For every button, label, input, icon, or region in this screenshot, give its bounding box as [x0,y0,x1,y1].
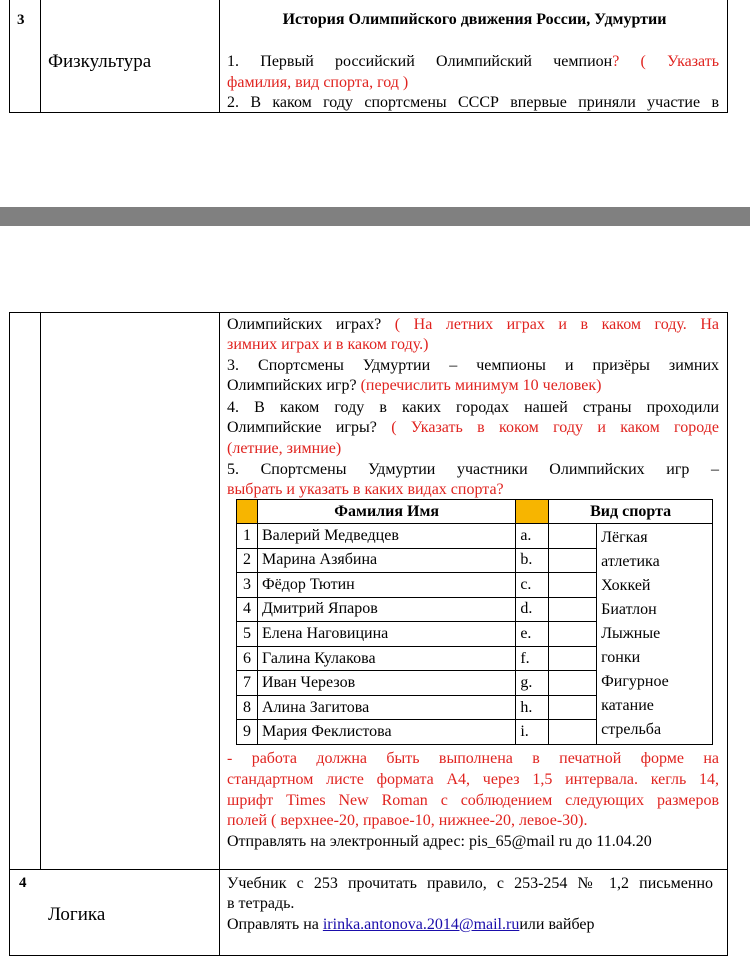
row-number: 8 [237,695,258,720]
line-1 [227,315,719,335]
athlete-name: Марина Азябина [257,548,515,573]
row-number: 3 [17,12,25,28]
line-1-hint: ( На летних играх и в каком году. На [394,316,719,333]
line-4 [227,376,601,396]
header-sport: Вид спорта [549,500,713,524]
answer-letter: e. [516,622,549,647]
email-link[interactable]: irinka.antonova.2014@mail.ru [322,916,520,933]
line-6-text: Олимпийские игры? [227,419,377,436]
answer-letter: d. [516,597,549,622]
subject-name: Физкультура [48,51,152,72]
page-separator [0,207,750,226]
requirement-3: шрифт Times New Roman с соблюдением следующих размеров [227,792,719,809]
row-number: 2 [237,548,258,573]
answer-cell[interactable] [549,695,597,720]
sport-item: Лыжные [601,625,661,642]
answer-cell[interactable] [549,548,597,573]
row-number: 1 [237,524,258,549]
header-letter-cell [516,500,549,524]
line-6 [227,418,719,438]
answer-cell[interactable] [549,524,597,549]
answer-cell[interactable] [549,671,597,696]
line-4-hint: (перечислить минимум 10 человек) [360,377,602,394]
requirement-1: - работа должна быть выполнена в печатной форме на [227,750,719,767]
athlete-name: Галина Кулакова [257,646,515,671]
header-number-cell [237,500,258,524]
question-5: 5. Спортсмены Удмуртии участники Олимпийских игр – [227,461,719,478]
line-4-text: Олимпийских игр? [227,377,357,394]
sport-item: гонки [601,649,641,666]
q1-hint: ? ( Указать [612,53,719,70]
line-6-hint: ( Указать в коком году и каком городе [391,419,720,436]
row-4-subject: Логика [48,904,106,925]
line-7: (летние, зимние) [227,440,342,457]
send-address: Отправлять на электронный адрес: pis_65@mail ru до 11.04.20 [227,833,652,850]
sport-item: Фигурное [601,673,669,690]
athlete-name: Валерий Медведцев [257,524,515,549]
athlete-name: Фёдор Тютин [257,573,515,598]
table-row [237,524,713,549]
sport-item: стрельба [601,721,662,738]
athlete-name: Алина Загитова [257,695,515,720]
table-header-row [237,500,713,524]
requirement-2: стандартном листе формата А4, через 1,5 интервала. кегль 14, [227,771,719,788]
answer-letter: a. [516,524,549,549]
q1-text: 1. Первый российский Олимпийский чемпион [227,53,613,70]
answer-cell[interactable] [549,720,597,745]
line-2: зимних играх и в каком году.) [227,336,429,353]
athlete-name: Дмитрий Япаров [257,597,515,622]
row-number: 6 [237,646,258,671]
line-1-text: Олимпийских играх? [227,316,382,333]
athlete-name: Мария Феклистова [257,720,515,745]
answer-letter: f. [516,646,549,671]
row-4-number: 4 [19,875,27,891]
header-name: Фамилия Имя [257,500,515,524]
sport-item: атлетика [601,553,660,570]
answer-letter: b. [516,548,549,573]
sport-item: Лёгкая [601,529,648,546]
answer-letter: h. [516,695,549,720]
answer-letter: c. [516,573,549,598]
answer-cell[interactable] [549,622,597,647]
question-3: 3. Спортсмены Удмуртии – чемпионы и призёры зимних [227,357,719,374]
row-number: 3 [237,573,258,598]
answer-cell[interactable] [549,573,597,598]
sport-item: Хоккей [601,577,651,594]
question-4: 4. В каком году в каких городах нашей страны проходили [227,399,719,416]
row-number: 5 [237,622,258,647]
row-4-line-2: в тетрадь. [227,895,295,912]
answer-letter: i. [516,720,549,745]
question-2-start: 2. В каком году спортсмены СССР впервые приняли участие в [227,94,719,111]
row-4-line-3 [227,915,594,935]
athlete-name: Елена Наговицина [257,622,515,647]
question-1 [227,52,719,72]
row-4-line-1: Учебник с 253 прочитать правило, с 253-254 № 1,2 письменно [227,875,713,892]
row-number: 4 [237,597,258,622]
row-number: 9 [237,720,258,745]
q1-hint-continued: фамилия, вид спорта, год ) [227,74,409,91]
requirement-4: полей ( верхнее-20, правое-10, нижнее-20, левое-30). [227,812,588,829]
row-4-suffix: или вайбер [519,916,595,933]
sport-list [597,524,713,745]
answer-letter: g. [516,671,549,696]
row-number: 7 [237,671,258,696]
athlete-name: Иван Черезов [257,671,515,696]
matching-table [236,499,713,745]
answer-cell[interactable] [549,646,597,671]
sport-item: Биатлон [601,601,657,618]
row-4-send-label: Оправлять на [227,916,319,933]
line-9: выбрать и указать в каких видах спорта? [227,481,504,498]
section-heading: История Олимпийского движения России, Удмуртии [282,11,667,28]
answer-cell[interactable] [549,597,597,622]
sport-item: катание [601,697,654,714]
